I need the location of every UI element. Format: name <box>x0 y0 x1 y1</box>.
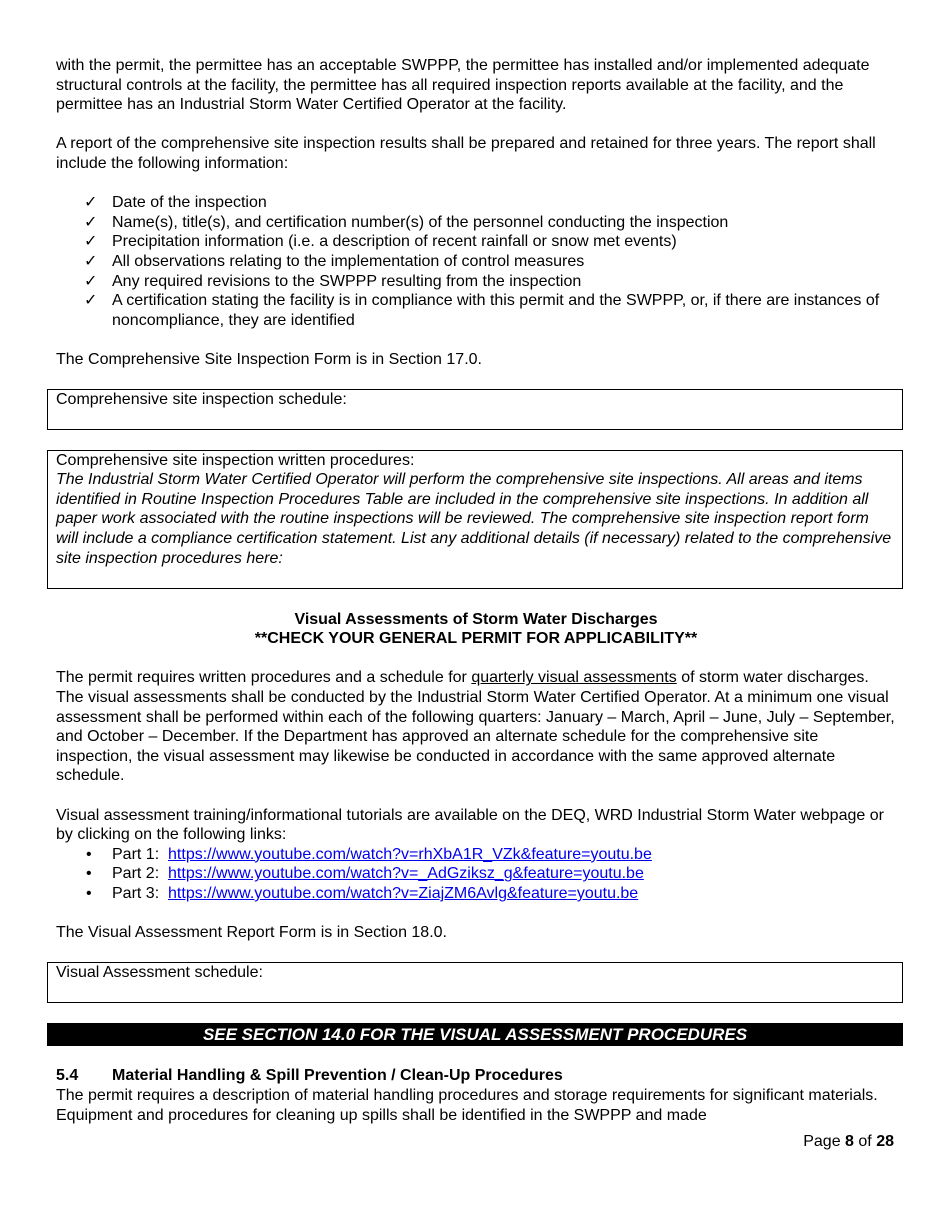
tutorial-link-part-1[interactable]: https://www.youtube.com/watch?v=rhXbA1R_VZk&feature=youtu.be <box>168 845 652 863</box>
visual-schedule-box[interactable] <box>47 962 903 1003</box>
checklist-item: ✓ All observations relating to the implementation of control measures <box>84 252 585 270</box>
checklist-item: ✓ Any required revisions to the SWPPP resulting from the inspection <box>84 272 582 290</box>
tutorial-link-part-2[interactable]: https://www.youtube.com/watch?v=_AdGziksz_g&feature=youtu.be <box>168 865 644 883</box>
page-total: 28 <box>876 1133 894 1150</box>
section-paragraph: The permit requires a description of material handling procedures and storage requirements for significant materials. Equipment and procedures for cleaning up spills shall be identified in the SWPPP and made <box>56 1086 878 1124</box>
inspection-form-location: The Comprehensive Site Inspection Form is in Section 17.0. <box>56 350 482 368</box>
visual-schedule-label: Visual Assessment schedule: <box>56 964 263 982</box>
link-item: • Part 2: https://www.youtube.com/watch?v=_AdGziksz_g&feature=youtu.be <box>86 865 644 883</box>
bullet-icon: • <box>86 845 92 863</box>
checklist-item: ✓ Date of the inspection <box>84 194 267 212</box>
section-heading <box>56 1066 896 1086</box>
report-paragraph: A report of the comprehensive site inspection results shall be prepared and retained for three years. The report shall include the following information: <box>56 135 876 172</box>
section-title: Material Handling & Spill Prevention / Clean-Up Procedures <box>112 1067 563 1085</box>
visual-heading-warning: **CHECK YOUR GENERAL PERMIT FOR APPLICABILITY** <box>254 630 698 648</box>
page-footer: Page 8 of 28 <box>803 1133 894 1150</box>
page-number: 8 <box>845 1133 854 1150</box>
procedures-banner: SEE SECTION 14.0 FOR THE VISUAL ASSESSMENT PROCEDURES <box>47 1023 903 1046</box>
procedures-text: The Industrial Storm Water Certified Operator will perform the comprehensive site inspections. All areas and items identified in Routine Inspection Procedures Table are included in the comprehensive site inspections. In addition all paper work associated with the routine inspections will be reviewed. The comprehensive site inspection report form will include a compliance certification statement. List any additional details (if necessary) related to the comprehensive site inspection procedures here: <box>56 471 892 567</box>
checklist-item: ✓ A certification stating the facility is in compliance with this permit and the SWPPP, or, if there are instances of noncompliance, they are identified <box>84 292 880 329</box>
check-icon: ✓ <box>84 213 98 231</box>
tutorial-link-part-3[interactable]: https://www.youtube.com/watch?v=ZiajZM6Avlg&feature=youtu.be <box>168 885 639 902</box>
visual-paragraph-2: Visual assessment training/informational tutorials are available on the DEQ, WRD Industrial Storm Water webpage or by clicking on the following links: <box>56 806 884 844</box>
procedures-label: Comprehensive site inspection written procedures: <box>56 451 415 469</box>
check-icon: ✓ <box>84 292 98 310</box>
schedule-label: Comprehensive site inspection schedule: <box>56 391 347 409</box>
bullet-icon: • <box>86 885 92 902</box>
procedures-box[interactable] <box>47 450 903 589</box>
check-icon: ✓ <box>84 252 98 270</box>
report-checklist <box>56 193 896 330</box>
check-icon: ✓ <box>84 233 98 251</box>
link-item: • Part 1: https://www.youtube.com/watch?v=rhXbA1R_VZk&feature=youtu.be <box>86 845 652 863</box>
check-icon: ✓ <box>84 272 98 290</box>
intro-paragraph: with the permit, the permittee has an acceptable SWPPP, the permittee has installed and/or implemented adequate structural controls at the facility, the permittee has all required inspection reports available at the facility, and the permittee has an Industrial Storm Water Certified Operator at the facility. <box>56 57 870 114</box>
visual-form-location: The Visual Assessment Report Form is in Section 18.0. <box>56 924 447 942</box>
check-icon: ✓ <box>84 194 98 212</box>
checklist-item: ✓ Name(s), title(s), and certification number(s) of the personnel conducting the inspection <box>84 213 729 231</box>
tutorial-links <box>56 845 896 904</box>
quarterly-assessments-term: quarterly visual assessments <box>471 669 677 687</box>
link-item: • Part 3: https://www.youtube.com/watch?v=ZiajZM6Avlg&feature=youtu.be <box>86 885 639 902</box>
document-page <box>56 56 896 1125</box>
visual-heading <box>56 610 896 649</box>
section-number: 5.4 <box>56 1067 79 1085</box>
visual-heading-title: Visual Assessments of Storm Water Discharges <box>294 610 658 628</box>
checklist-item: ✓ Precipitation information (i.e. a description of recent rainfall or snow met events) <box>84 233 677 251</box>
bullet-icon: • <box>86 865 92 883</box>
visual-paragraph-1: The permit requires written procedures and a schedule for quarterly visual assessments of storm water discharges. The visual assessments shall be conducted by the Industrial Storm Water Certified Operator. At a minimum one visual assessment shall be performed within each of the following quarters: January – March, April – June, July – September, and October – December. If the Department has approved an alternate schedule for the comprehensive site inspection, the visual assessment may likewise be conducted in accordance with the same approved alternate schedule. <box>56 669 895 785</box>
schedule-box[interactable] <box>47 389 903 430</box>
